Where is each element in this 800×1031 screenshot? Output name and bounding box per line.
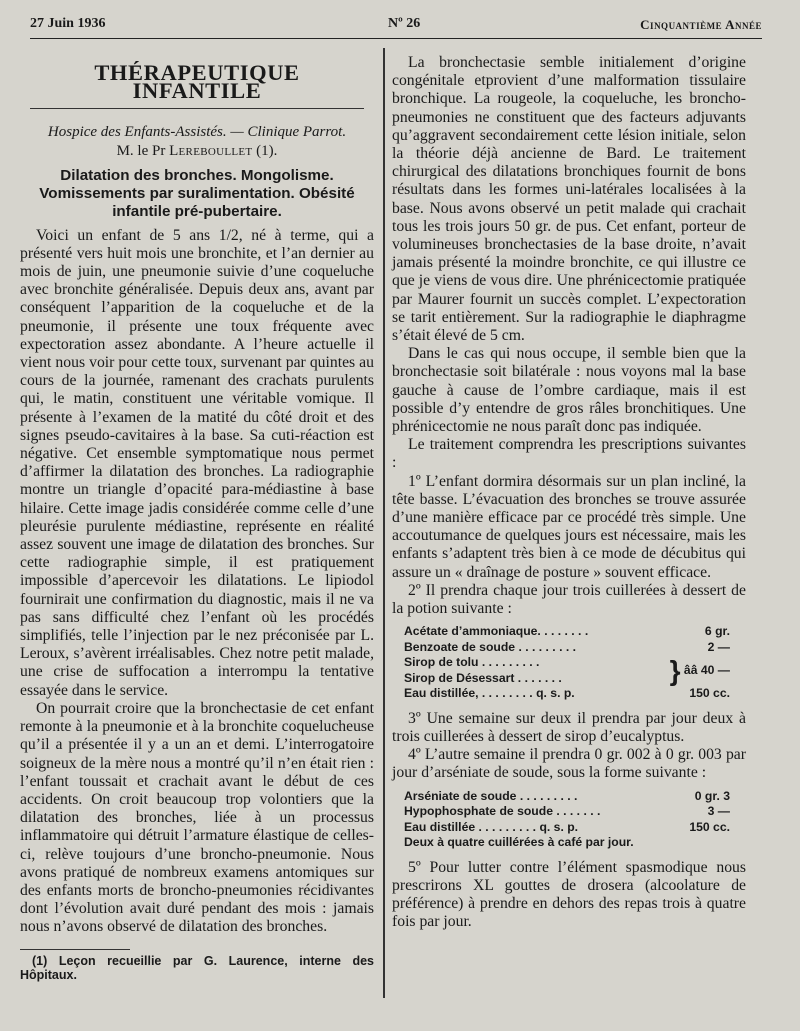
ingredient: Hypophosphate de soude . . . . . . . xyxy=(404,804,601,819)
right-column xyxy=(392,54,746,931)
right-paragraph: 2º Il prendra chaque jour trois cuillerées à dessert de la potion suivante : xyxy=(392,581,746,618)
article-author xyxy=(20,142,374,160)
brace-qty xyxy=(669,654,730,686)
right-paragraph: 3º Une semaine sur deux il prendra par jour deux à trois cuillerées à dessert de sirop d’eucalyptus. xyxy=(392,709,746,745)
page-header xyxy=(30,14,762,39)
left-paragraph: Voici un enfant de 5 ans 1/2, né à terme, qui a présenté vers huit mois une bronchite, et l’an dernier au mois de juin, une pneumonie suivie d’une coqueluche avec bronchite généralisée. Depuis deux ans, avant par conséquent l’apparition de la coqueluche et de la pneumonie, il présente une toux fréquente avec expectoration assez abondante. A l’heure actuelle il vient nous voir pour cette toux, survenant par quintes au cours de la journée, ramenant des crachats purulents qui, le matin, constituent une véritable vomique. Il présente à l’examen de la matité du côté droit et des signes pseudo-cavitaires à la base. Sa cuti-réaction est négative. Cet ensemble symptomatique nous permet d’affirmer la dilatation des bronches. La radiographie montre un triangle d’opacité para-médiastine à base hilaire. Cette image jadis considérée comme celle d’une pleurésie purulente médiastine, représente en réalité assez souvent une image de dilatation des bronches. Sur cette radiographie simple, il est pratiquement impossible d’apercevoir les dilatations. Le lipiodol fournirait une confirmation du diagnostic, mais il ne va pas sans difficulté chez l’enfant où les procédés simplifiés, telle l’injection par le nez préconisée par L. Leroux, s’avèrent irréalisables. Chez notre petit malade, une crise de suffocation a interrompu la tentative essayée dans le service. xyxy=(20,226,374,699)
prescription-line xyxy=(404,640,730,656)
dosage-note: Deux à quatre cuillérées à café par jour. xyxy=(404,835,634,850)
ingredient-qty: 6 gr. xyxy=(704,624,730,639)
prescription-brace-group xyxy=(404,655,730,686)
prescription-line xyxy=(404,804,730,820)
left-column xyxy=(20,54,374,982)
column-divider xyxy=(383,48,385,998)
header-year: Cinquantième Année xyxy=(640,17,762,32)
ingredient: Arséniate de soude . . . . . . . . . xyxy=(404,788,578,803)
author-note: (1). xyxy=(256,143,278,160)
brace-qty-text: ââ 40 — xyxy=(683,663,730,678)
footnote: (1) Leçon recueillie par G. Laurence, interne des Hôpitaux. xyxy=(20,953,374,982)
brace-glyph: } xyxy=(669,654,681,686)
left-paragraph: On pourrait croire que la bronchectasie de cet enfant remonte à la pneumonie et à la bronchite coquelucheuse qu’il a présentée il y a un an et demi. L’interrogatoire soigneux de la mère nous a montré qu’il n’en était rien : l’enfant toussait et crachait avant le début de ces accidents. On croit beaucoup trop volontiers que la dilatation des bronches, liée à un processus inflammatoire qui détruit l’armature élastique de celles-ci, relève toujours d’une broncho-pneumonie. Nous avons pratiqué de nombreux examens antomiques sur des enfants morts de broncho-pneumonies récidivantes dont l’évolution avait duré pendant des mois : jamais nous n’avons observé de dilatation des bronches. xyxy=(20,699,374,936)
ingredient-qty: 150 cc. xyxy=(689,819,730,834)
ingredient-qty: 3 — xyxy=(707,804,730,819)
right-paragraph: 5º Pour lutter contre l’élément spasmodique nous prescrirons XL gouttes de drosera (alcoolature de préférence) à prendre en dehors des repas trois à quatre fois par jour. xyxy=(392,858,746,931)
brace-ingredients xyxy=(404,655,562,686)
potion-prescription xyxy=(404,624,730,702)
right-paragraph: La bronchectasie semble initialement d’origine congénitale etprovient d’une malformation tissulaire bronchique. La rougeole, la coqueluche, les broncho-pneumonies ne constituent que des facteurs adjuvants qu’aggravent secondairement cette lésion initiale, selon la théorie déjà ancienne de Bard. Le traitement chirurgical des dilatations bronchiques fournit de bons résultats dans les formes uni-latérales localisées à la base. Nous avons observé un petit malade qui crachait tous les trois jours 50 gr. de pus. Cet enfant, porteur de volumineuses bronchectasies de la base droite, n’avait jamais présenté la moindre bronchite, ce qui illustre ce que je viens de vous dire. Une phrénicectomie pratiquée par Maurer fournit un succès complet. L’expectoration se tarit entièrement. Sur la radiographie le diaphragme s’était élevé de 5 cm. xyxy=(392,54,746,345)
prescription-line xyxy=(404,624,730,640)
article-hospice: Hospice des Enfants-Assistés. — Clinique Parrot. xyxy=(47,124,347,141)
arsenic-prescription xyxy=(404,789,730,851)
prescription-line xyxy=(404,686,730,702)
ingredient-qty: 2 — xyxy=(707,639,730,654)
prescription-line xyxy=(404,789,730,805)
right-paragraph: 4º L’autre semaine il prendra 0 gr. 002 à 0 gr. 003 par jour d’arséniate de soude, sous la forme suivante : xyxy=(392,746,746,782)
ingredient: Eau distillée . . . . . . . . . q. s. p. xyxy=(404,819,579,834)
ingredient: Eau distillée, . . . . . . . . q. s. p. xyxy=(404,686,575,701)
right-paragraph: Le traitement comprendra les prescriptions suivantes : xyxy=(392,436,746,472)
ingredient: Sirop de tolu . . . . . . . . . xyxy=(404,655,540,670)
ingredient-qty: 0 gr. 3 xyxy=(694,788,730,803)
header-issue-number: Nº 26 xyxy=(388,16,421,31)
author-name: Lereboullet xyxy=(169,143,253,160)
author-prefix: M. le Pr xyxy=(116,143,166,160)
right-paragraph: Dans le cas qui nous occupe, il semble bien que la bronchectasie soit bilatérale : nous voyons mal la base gauche à cause de l’ombre cardiaque, mais il est possible d’y entendre de gros râles bronchitiques. Une phrénicectomie ne nous paraît donc pas indiquée. xyxy=(392,345,746,436)
right-paragraph: 1º L’enfant dormira désormais sur un plan incliné, la tête basse. L’évacuation des bronches se trouve assurée d’une manière efficace par ce procédé très simple. Une accoutumance de quelques jours est nécessaire, mais les enfants s’adaptent très bien à ce mode de décubitus qui assure un « draînage de posture » souvent efficace. xyxy=(392,472,746,581)
article-title: THÉRAPEUTIQUE INFANTILE xyxy=(30,54,364,109)
ingredient-qty: 150 cc. xyxy=(689,686,730,701)
ingredient: Acétate d’ammoniaque. . . . . . . . xyxy=(404,624,589,639)
ingredient: Benzoate de soude . . . . . . . . . xyxy=(404,639,577,654)
ingredient: Sirop de Désessart . . . . . . . xyxy=(404,670,562,685)
header-date: 27 Juin 1936 xyxy=(30,16,106,31)
article-subject: Dilatation des bronches. Mongolisme. Vomissements par suralimentation. Obésité infantile pré-pubertaire. xyxy=(39,166,355,220)
footnote-rule xyxy=(20,949,130,950)
prescription-line xyxy=(404,820,730,836)
